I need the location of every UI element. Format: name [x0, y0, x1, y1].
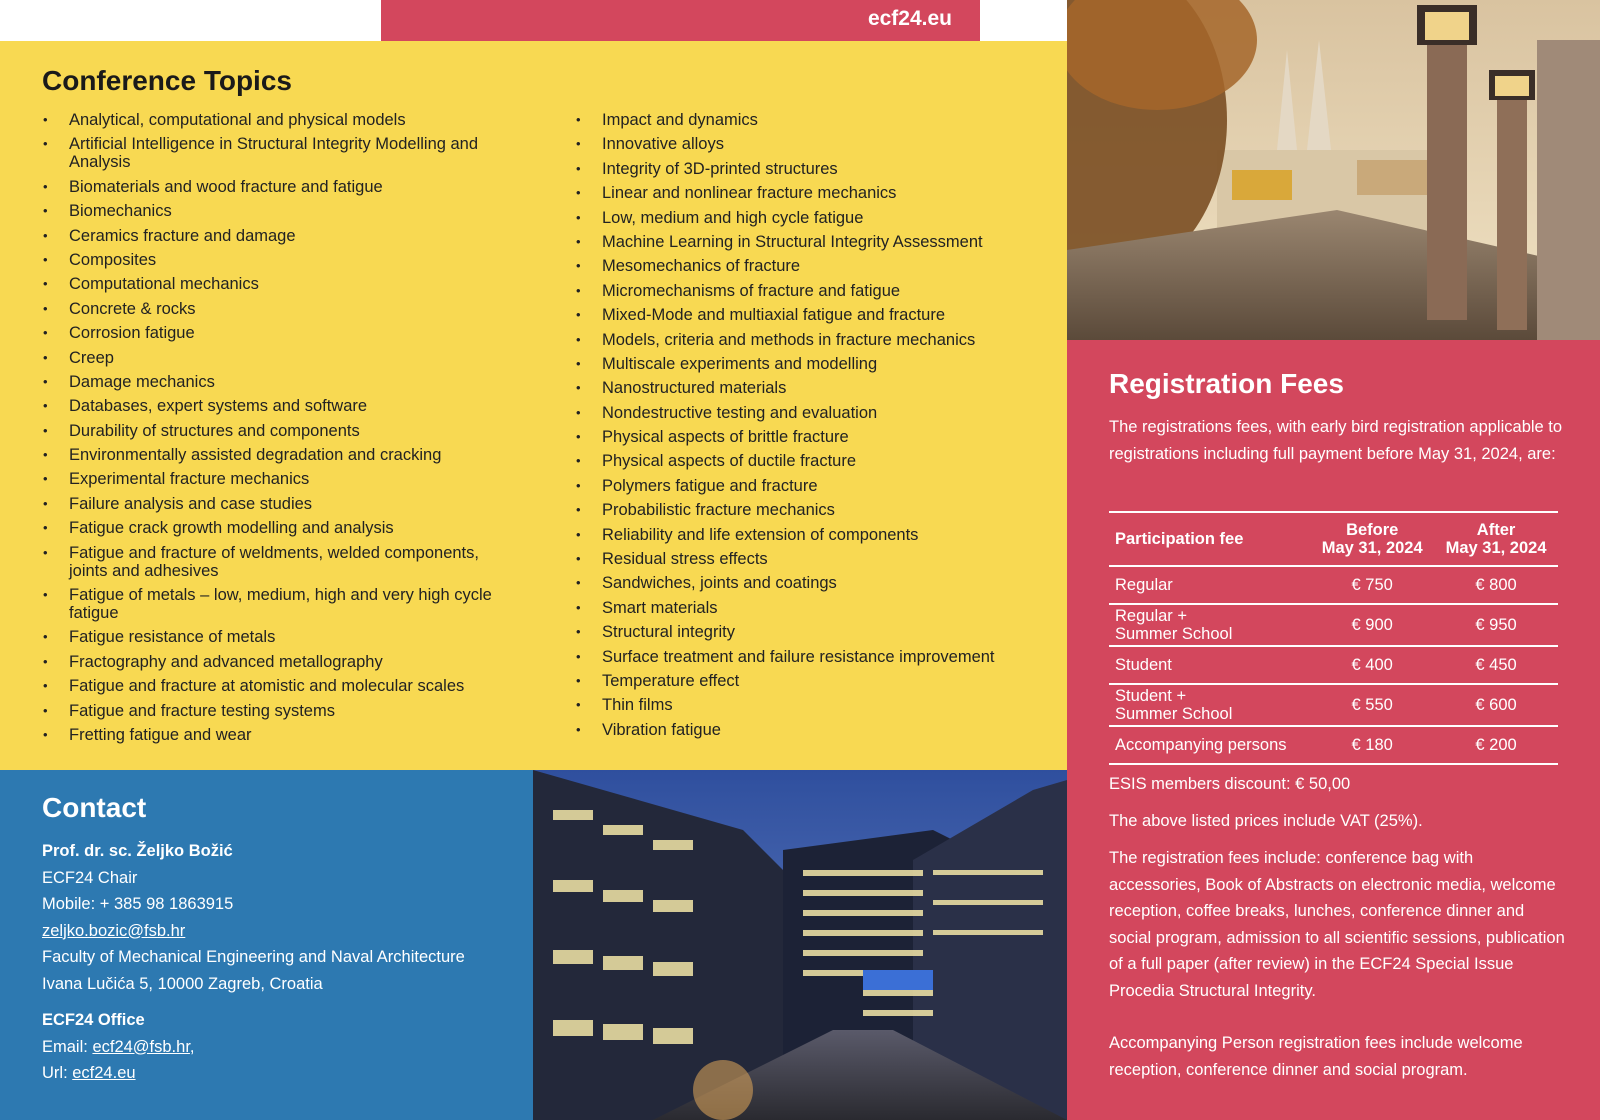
accompanying-note: Accompanying Person registration fees include welcome reception, conference dinner and social program.	[1109, 1034, 1523, 1079]
office-email-label: Email:	[42, 1037, 93, 1056]
topic-item: • Integrity of 3D-printed structures	[575, 160, 1045, 178]
topic-item: • Multiscale experiments and modelling	[575, 355, 1045, 373]
topic-item: • Composites	[42, 251, 502, 269]
topic-item: • Damage mechanics	[42, 373, 502, 391]
topics-column-2	[575, 111, 1045, 745]
fee-table-header	[1109, 512, 1558, 566]
topic-item: • Structural integrity	[575, 623, 1045, 641]
topic-item: • Fatigue and fracture at atomistic and molecular scales	[42, 677, 502, 695]
topic-item: • Sandwiches, joints and coatings	[575, 574, 1045, 592]
topic-item: • Linear and nonlinear fracture mechanics	[575, 184, 1045, 202]
topic-item: • Nanostructured materials	[575, 379, 1045, 397]
registration-panel	[1067, 340, 1600, 1120]
fee-header-before-line1: Before	[1346, 521, 1399, 539]
fee-category	[1109, 604, 1310, 646]
fee-category	[1109, 566, 1310, 604]
fee-after: € 800	[1434, 566, 1558, 604]
fee-before: € 550	[1310, 684, 1434, 726]
topic-item: • Biomaterials and wood fracture and fatigue	[42, 178, 502, 196]
topic-item: • Fatigue resistance of metals	[42, 628, 502, 646]
fee-before: € 180	[1310, 726, 1434, 764]
fee-after: € 950	[1434, 604, 1558, 646]
topic-item: • Databases, expert systems and software	[42, 397, 502, 415]
topic-item: • Reliability and life extension of components	[575, 526, 1045, 544]
fee-header-after-line2: May 31, 2024	[1445, 539, 1547, 557]
topic-item: • Biomechanics	[42, 202, 502, 220]
topics-column-1	[42, 111, 502, 750]
topic-item: • Creep	[42, 349, 502, 367]
registration-intro: The registrations fees, with early bird registration applicable to registrations including full payment before May 31, 2024, are:	[1109, 418, 1563, 463]
faculty-building-photo	[533, 770, 1067, 1120]
fee-header-after	[1434, 512, 1558, 566]
fee-category	[1109, 726, 1310, 764]
fee-after: € 600	[1434, 684, 1558, 726]
contact-address: Ivana Lučića 5, 10000 Zagreb, Croatia	[42, 974, 323, 993]
topic-item: • Durability of structures and components	[42, 422, 502, 440]
registration-title: Registration Fees	[1109, 368, 1344, 399]
city-illustration	[1067, 0, 1600, 340]
topic-item: • Thin films	[575, 696, 1045, 714]
contact-details	[42, 838, 522, 1087]
topic-item: • Concrete & rocks	[42, 300, 502, 318]
office-email-link[interactable]: ecf24@fsb.hr	[92, 1037, 190, 1056]
contact-role: ECF24 Chair	[42, 868, 138, 887]
topic-item: • Mixed-Mode and multiaxial fatigue and fracture	[575, 306, 1045, 324]
topic-item: • Surface treatment and failure resistance improvement	[575, 648, 1045, 666]
topics-panel	[0, 41, 1067, 770]
topic-item: • Analytical, computational and physical models	[42, 111, 502, 129]
topic-item: • Fatigue of metals – low, medium, high and very high cycle fatigue	[42, 586, 502, 622]
topic-item: • Low, medium and high cycle fatigue	[575, 209, 1045, 227]
fee-category-line2: Summer School	[1115, 705, 1233, 723]
topic-item: • Polymers fatigue and fracture	[575, 477, 1045, 495]
fee-table	[1109, 511, 1558, 765]
topic-item: • Residual stress effects	[575, 550, 1045, 568]
office-email-suffix: ,	[189, 1037, 195, 1056]
topic-item: • Fatigue and fracture of weldments, welded components, joints and adhesives	[42, 544, 502, 580]
office-url-label: Url:	[42, 1064, 73, 1082]
fee-before: € 400	[1310, 646, 1434, 684]
topic-item: • Experimental fracture mechanics	[42, 470, 502, 488]
topic-item: • Mesomechanics of fracture	[575, 257, 1045, 275]
fee-after: € 450	[1434, 646, 1558, 684]
fee-before: € 900	[1310, 604, 1434, 646]
fee-row	[1109, 566, 1558, 604]
topic-item: • Innovative alloys	[575, 135, 1045, 153]
topic-item: • Computational mechanics	[42, 275, 502, 293]
zagreb-city-photo	[1067, 0, 1600, 340]
fee-category-line1: Regular	[1115, 576, 1173, 594]
building-illustration	[533, 770, 1067, 1120]
fee-row	[1109, 646, 1558, 684]
topics-title: Conference Topics	[42, 65, 292, 96]
fee-category	[1109, 646, 1310, 684]
banner-bar	[381, 0, 980, 41]
topic-item: • Micromechanisms of fracture and fatigue	[575, 282, 1045, 300]
topic-item: • Fatigue crack growth modelling and analysis	[42, 519, 502, 537]
topic-item: • Environmentally assisted degradation and cracking	[42, 446, 502, 464]
topic-item: • Models, criteria and methods in fracture mechanics	[575, 331, 1045, 349]
fee-category-line1: Student	[1115, 656, 1172, 674]
topic-item: • Impact and dynamics	[575, 111, 1045, 129]
fee-after: € 200	[1434, 726, 1558, 764]
contact-mobile: Mobile: + 385 98 1863915	[42, 895, 234, 913]
topic-item: • Ceramics fracture and damage	[42, 227, 502, 245]
esis-discount: ESIS members discount: € 50,00	[1109, 775, 1351, 793]
topic-item: • Corrosion fatigue	[42, 324, 502, 342]
fee-category	[1109, 684, 1310, 726]
fee-header-before-line2: May 31, 2024	[1321, 539, 1423, 557]
topic-item: • Fractography and advanced metallography	[42, 653, 502, 671]
topic-item: • Smart materials	[575, 599, 1045, 617]
banner-blank	[0, 0, 381, 41]
topic-item: • Probabilistic fracture mechanics	[575, 501, 1045, 519]
fees-include: The registration fees include: conference bag with accessories, Book of Abstracts on electronic media, welcome reception, coffee breaks, lunches, conference dinner and social program, admission to all scientific sessions, publication of a full paper (after review) in the ECF24 Special Issue Procedia Structural Integrity.	[1109, 849, 1565, 1000]
fee-row	[1109, 726, 1558, 764]
fee-row	[1109, 684, 1558, 726]
topic-item: • Failure analysis and case studies	[42, 495, 502, 513]
topic-item: • Vibration fatigue	[575, 721, 1045, 739]
topic-item: • Artificial Intelligence in Structural Integrity Modelling and Analysis	[42, 135, 502, 171]
contact-panel	[0, 770, 533, 1120]
topic-item: • Fretting fatigue and wear	[42, 726, 502, 744]
topic-item: • Physical aspects of ductile fracture	[575, 452, 1045, 470]
topic-item: • Fatigue and fracture testing systems	[42, 702, 502, 720]
fee-header-after-line1: After	[1476, 521, 1516, 539]
fee-before: € 750	[1310, 566, 1434, 604]
banner-blank-right	[980, 0, 1067, 41]
office-url-link[interactable]: ecf24.eu	[72, 1064, 136, 1082]
fee-category-line2: Summer School	[1115, 625, 1233, 643]
fee-row	[1109, 604, 1558, 646]
office-title: ECF24 Office	[42, 1011, 145, 1029]
fee-header-before	[1310, 512, 1434, 566]
fee-category-line1: Accompanying persons	[1115, 736, 1287, 754]
contact-email-link[interactable]: zeljko.bozic@fsb.hr	[42, 921, 186, 940]
contact-title: Contact	[42, 792, 147, 823]
fee-header-participation: Participation fee	[1109, 512, 1310, 566]
fee-category-line1: Student +	[1115, 687, 1187, 705]
contact-faculty: Faculty of Mechanical Engineering and Naval Architecture	[42, 948, 465, 966]
contact-name: Prof. dr. sc. Željko Božić	[42, 842, 233, 860]
banner-url[interactable]: ecf24.eu	[867, 7, 952, 30]
vat-note: The above listed prices include VAT (25%).	[1109, 812, 1423, 830]
topic-item: • Physical aspects of brittle fracture	[575, 428, 1045, 446]
topic-item: • Temperature effect	[575, 672, 1045, 690]
topic-item: • Machine Learning in Structural Integrity Assessment	[575, 233, 1045, 251]
topic-item: • Nondestructive testing and evaluation	[575, 404, 1045, 422]
fee-category-line1: Regular +	[1115, 607, 1188, 625]
